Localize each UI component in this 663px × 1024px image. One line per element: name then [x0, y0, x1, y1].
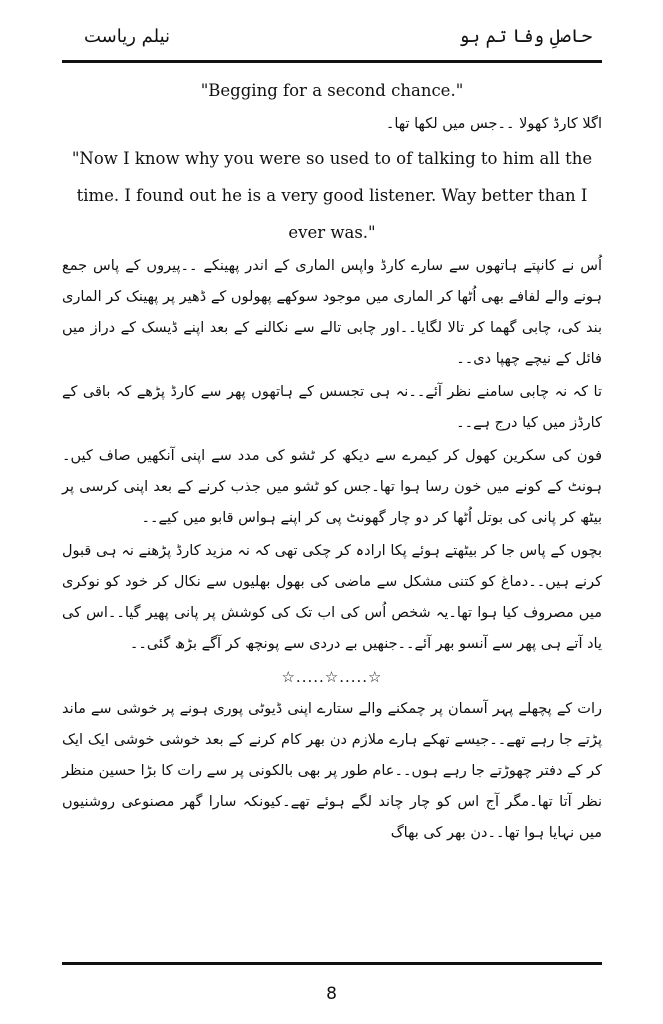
- urdu-paragraph-2: اُس نے کانپتے ہاتھوں سے سارے کارڈ واپس الماری کے اندر پھینکے ۔۔پیروں کے پاس جمع ہونے والے لفافے بھی اُٹھا کر الماری میں موجود سوکھے پھولوں کے ڈھیر پر پھینک کر الماری بند کی، چابی گھما کر تالا لگایا۔۔اور چابی تالے سے نکالنے کے بعد اپنے ڈیسک کے دراز میں فائل کے نیچے چھپا دی۔۔: [62, 258, 602, 367]
- book-title: حاصلِ وفا تم ہو: [458, 26, 592, 47]
- urdu-paragraph-1: اگلا کارڈ کھولا ۔۔جس میں لکھا تھا۔: [385, 116, 602, 132]
- urdu-paragraph-6: رات کے پچھلے پہر آسمان پر چمکنے والے ستارے اپنی ڈیوٹی پوری ہونے پر خوشی سے ماند پڑتے جا رہے تھے۔۔جیسے تھکے ہارے ملازم دن بھر کام کرنے کے بعد خوشی خوشی ایک ایک کر کے دفتر چھوڑتے جا رہے ہوں۔۔عام طور پر بھی بالکونی پر سے رات کا بڑا حسین منظر نظر آتا تھا۔مگر آج اس کو چار چاند لگے ہوئے تھے۔کیونکہ سارا گھر مصنوعی روشنیوں میں نہایا ہوا تھا۔۔دن بھر کی بھاگ: [62, 701, 602, 841]
- header-rule: [62, 60, 602, 63]
- english-quote-2: "Now I know why you were so used to of talking to him all the time. I found out he is a very good listener. Way better than I ever was.": [71, 149, 593, 242]
- english-quote-1: "Begging for a second chance.": [200, 81, 464, 100]
- author-name: نیلم ریاست: [84, 26, 171, 47]
- page-body: [62, 72, 602, 849]
- page-number: 8: [326, 984, 337, 1004]
- footer-rule: [62, 962, 602, 965]
- urdu-paragraph-3: تا کہ نہ چابی سامنے نظر آئے۔۔نہ ہی تجسس کے ہاتھوں پھر سے کارڈ پڑھے کہ باقی کے کارڈز میں کیا درج ہے۔۔: [62, 384, 602, 431]
- urdu-paragraph-4: فون کی سکرین کھول کر کیمرے سے دیکھ کر ٹشو کی مدد سے اپنی آنکھیں صاف کیں۔ہونٹ کے کونے میں خون رسا ہوا تھا۔جس کو ٹشو میں جذب کرنے کے بعد اپنی کرسی پر بیٹھ کر پانی کی بوتل اُٹھا کر دو چار گھونٹ پی کر اپنے ہواس قابو میں کیے۔۔: [62, 448, 602, 526]
- page-header: [62, 18, 602, 58]
- section-divider-stars: ☆.....☆.....☆: [281, 668, 383, 686]
- urdu-paragraph-5: بچوں کے پاس جا کر بیٹھتے ہوئے پکا ارادہ کر چکی تھی کہ نہ مزید کارڈ پڑھنے نہ ہی قبول کرنے ہیں۔۔دماغ کو کتنی مشکل سے ماضی کی بھول بھلیوں سے نکال کر خود کو نوکری میں مصروف کیا ہوا تھا۔یہ شخص اُس کی اب تک کی کوشش پر پانی پھیر گیا۔۔اس کی یاد آتے ہی پھر سے آنسو بھر آئے۔۔جنھیں بے دردی سے پونچھ کر آگے بڑھ گئی۔۔: [62, 543, 602, 652]
